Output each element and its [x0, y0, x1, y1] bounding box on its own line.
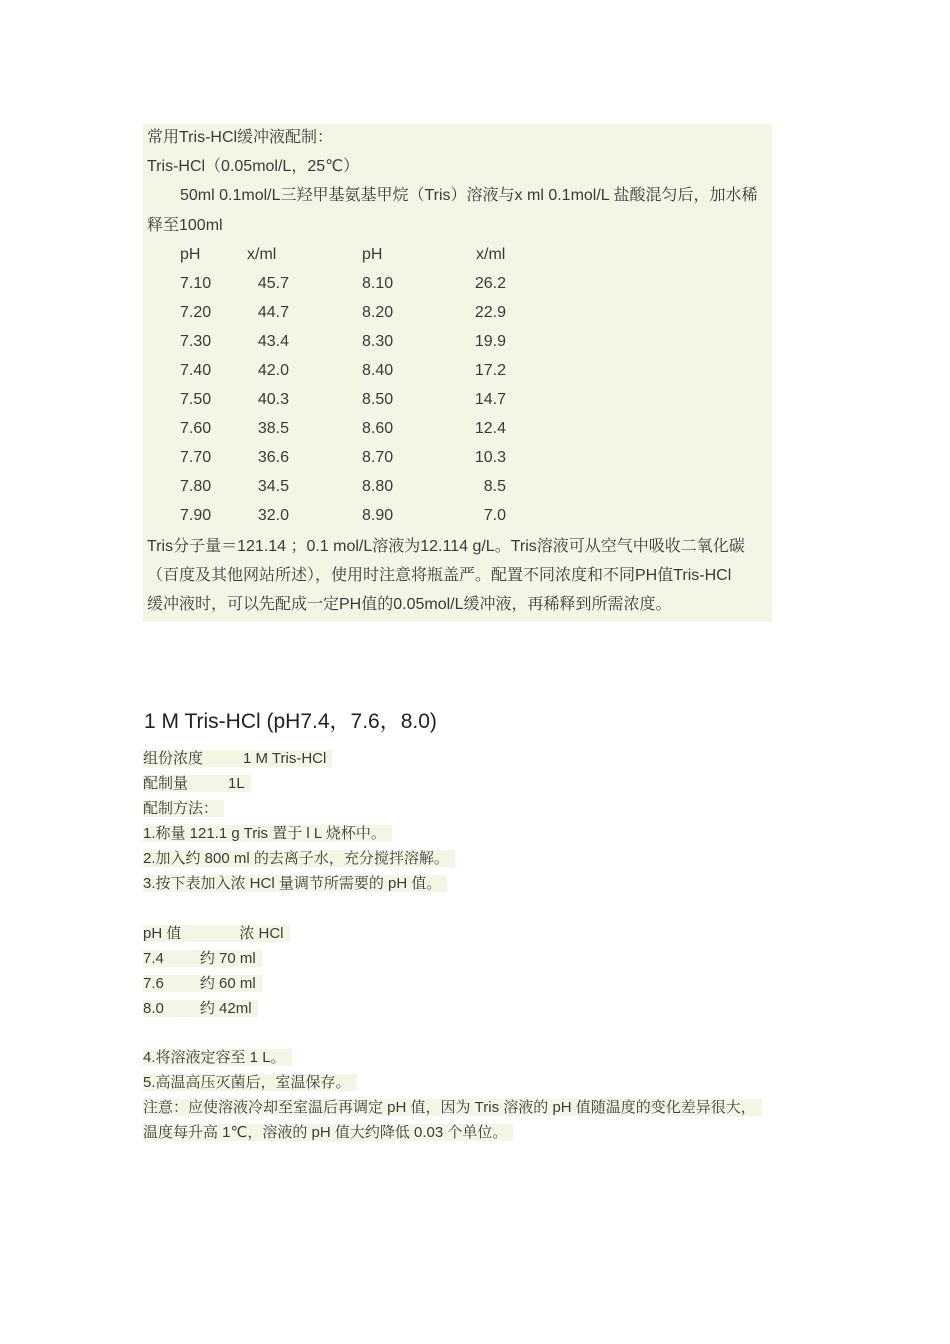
cell-ph: 7.70	[180, 449, 212, 466]
cell-ph: 8.60	[362, 420, 394, 437]
hcl-volume: 约 70 ml	[199, 950, 256, 967]
caution-line-2: 温度每升高 1℃，溶液的 pH 值大约降低 0.03 个单位。	[143, 1124, 513, 1141]
cell-volume: 44.7	[257, 304, 289, 321]
cell-volume: 12.4	[474, 420, 506, 437]
note-line-2: （百度及其他网站所述），使用时注意将瓶盖严。配置不同浓度和不同PH值Tris-HCl	[147, 567, 732, 584]
instruction-line-1: 50ml 0.1mol/L三羟甲基氨基甲烷（Tris）溶液与x ml 0.1mol/L 盐酸混匀后，加水稀	[180, 187, 758, 204]
cell-volume: 10.3	[474, 449, 506, 466]
table-row	[143, 303, 772, 323]
amount-value: 1L	[228, 775, 245, 792]
cell-volume: 34.5	[257, 478, 289, 495]
step-4: 4.将溶液定容至 1 L。	[143, 1049, 292, 1066]
step-5: 5.高温高压灭菌后，室温保存。	[143, 1074, 357, 1091]
section2-heading: 1 M Tris-HCl (pH7.4，7.6，8.0)	[144, 710, 437, 733]
cell-volume: 36.6	[257, 449, 289, 466]
section1-subtitle: Tris-HCl（0.05mol/L，25℃）	[147, 158, 360, 175]
step-2-row	[143, 848, 455, 869]
table-row	[143, 361, 772, 381]
method-label: 配制方法：	[143, 800, 224, 817]
cell-volume: 19.9	[474, 333, 506, 350]
ph-header: pH 值	[143, 925, 182, 942]
cell-ph: 7.60	[180, 420, 212, 437]
cell-volume: 43.4	[257, 333, 289, 350]
instruction-line-2: 释至100ml	[147, 217, 223, 234]
cell-ph: 8.50	[362, 391, 394, 408]
section1-title: 常用Tris-HCl缓冲液配制：	[147, 129, 334, 146]
cell-volume: 32.0	[257, 507, 289, 524]
step-4-row	[143, 1047, 292, 1068]
note-line-1: Tris分子量＝121.14 ；0.1 mol/L溶液为12.114 g/L。Tris溶液可从空气中吸收二氧化碳	[147, 538, 745, 555]
cell-volume: 14.7	[474, 391, 506, 408]
concentration-value: 1 M Tris-HCl	[243, 750, 327, 767]
amount-row	[143, 773, 251, 794]
table-row	[143, 448, 772, 468]
cell-volume: 42.0	[257, 362, 289, 379]
cell-ph: 7.80	[180, 478, 212, 495]
hcl-table-row	[143, 948, 262, 969]
table-row	[143, 332, 772, 352]
cell-volume: 7.0	[483, 507, 506, 524]
cell-ph: 7.20	[180, 304, 212, 321]
cell-ph: 8.70	[362, 449, 394, 466]
concentration-label: 组份浓度	[143, 750, 204, 767]
cell-ph: 7.30	[180, 333, 212, 350]
header-ph-1: pH	[180, 246, 201, 263]
table-row	[143, 390, 772, 410]
cell-ph: 8.30	[362, 333, 394, 350]
cell-ph: 8.20	[362, 304, 394, 321]
cell-ph: 8.80	[362, 478, 394, 495]
cell-volume: 8.5	[483, 478, 506, 495]
method-label-row	[143, 798, 224, 819]
caution-line-1-row	[143, 1097, 762, 1118]
hcl-header: 浓 HCl	[239, 925, 284, 942]
step-1: 1.称量 121.1 g Tris 置于 l L 烧杯中。	[143, 825, 392, 842]
cell-volume: 17.2	[474, 362, 506, 379]
caution-line-1: 注意：应使溶液冷却至室温后再调定 pH 值，因为 Tris 溶液的 pH 值随温度的变化差异很大，	[143, 1099, 762, 1116]
ph-value: 8.0	[143, 1000, 164, 1017]
cell-volume: 22.9	[474, 304, 506, 321]
cell-ph: 8.40	[362, 362, 394, 379]
cell-volume: 38.5	[257, 420, 289, 437]
cell-ph: 7.40	[180, 362, 212, 379]
cell-ph: 7.90	[180, 507, 212, 524]
cell-ph: 8.90	[362, 507, 394, 524]
ph-value: 7.4	[143, 950, 164, 967]
cell-ph: 8.10	[362, 275, 394, 292]
hcl-table-header	[143, 923, 290, 944]
concentration-row	[143, 748, 332, 769]
ph-value: 7.6	[143, 975, 164, 992]
cell-volume: 45.7	[257, 275, 289, 292]
header-xml-1: x/ml	[247, 246, 277, 263]
cell-ph: 7.10	[180, 275, 212, 292]
table-row	[143, 477, 772, 497]
hcl-volume: 约 60 ml	[199, 975, 256, 992]
header-xml-2: x/ml	[476, 246, 506, 263]
hcl-table-row	[143, 973, 262, 994]
step-3-row	[143, 873, 447, 894]
hcl-volume: 约 42ml	[199, 1000, 252, 1017]
cell-ph: 7.50	[180, 391, 212, 408]
hcl-table-row	[143, 998, 258, 1019]
table-row	[143, 506, 772, 526]
table-header-row	[143, 245, 772, 265]
step-2: 2.加入约 800 ml 的去离子水，充分搅拌溶解。	[143, 850, 455, 867]
step-5-row	[143, 1072, 357, 1093]
recipe-box-tris-hcl-0.05	[143, 124, 772, 622]
header-ph-2: pH	[362, 246, 383, 263]
step-1-row	[143, 823, 392, 844]
table-row	[143, 419, 772, 439]
table-row	[143, 274, 772, 294]
cell-volume: 26.2	[474, 275, 506, 292]
amount-label: 配制量	[143, 775, 189, 792]
caution-line-2-row	[143, 1122, 513, 1143]
step-3: 3.按下表加入浓 HCl 量调节所需要的 pH 值。	[143, 875, 447, 892]
note-line-3: 缓冲液时，可以先配成一定PH值的0.05mol/L缓冲液，再稀释到所需浓度。	[147, 596, 672, 613]
cell-volume: 40.3	[257, 391, 289, 408]
